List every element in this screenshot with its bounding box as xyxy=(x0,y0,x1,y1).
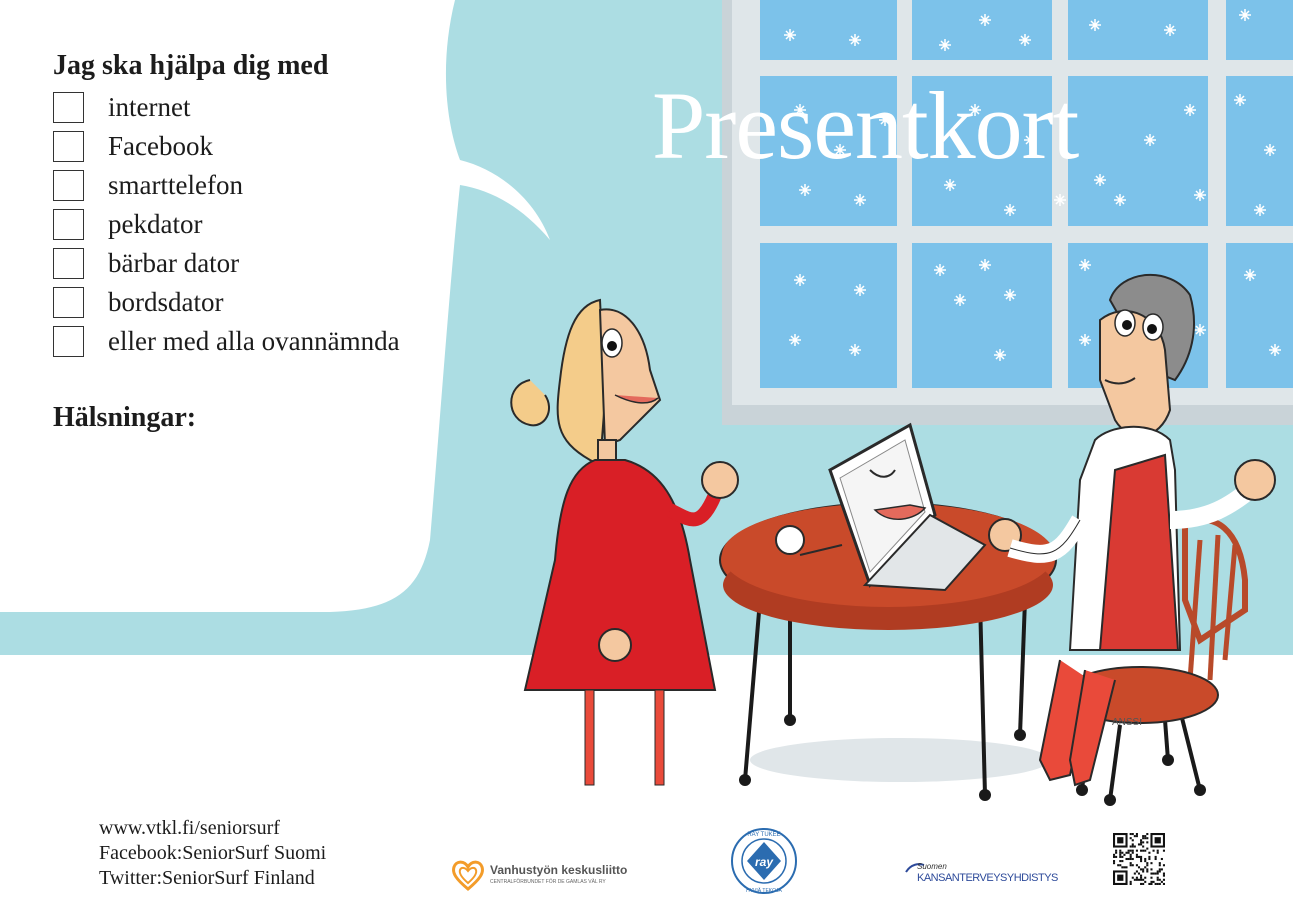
checkbox[interactable] xyxy=(53,209,84,240)
checkbox[interactable] xyxy=(53,131,84,162)
checkbox[interactable] xyxy=(53,170,84,201)
ray-top-text: RAY TUKEE xyxy=(747,832,781,838)
ray-logo xyxy=(729,826,799,896)
facebook-text: Facebook:SeniorSurf Suomi xyxy=(99,842,327,864)
ray-bottom-text: HYVIÄ TEKOJA xyxy=(746,888,782,894)
vtkl-name: Vanhustyön keskusliitto xyxy=(490,863,628,877)
twitter-text: Twitter:SeniorSurf Finland xyxy=(99,867,315,889)
option-tablet xyxy=(53,205,400,244)
option-label: bordsdator xyxy=(108,287,224,317)
option-all xyxy=(53,322,400,361)
option-internet xyxy=(53,88,400,127)
kansanterveys-logo xyxy=(905,862,1058,888)
checklist-heading: Jag ska hjälpa dig med xyxy=(53,50,329,81)
card-title: Presentkort xyxy=(652,72,1079,179)
ky-top-text: Suomen xyxy=(917,862,947,871)
ray-mark: ray xyxy=(754,855,774,869)
vtkl-subtitle: CENTRALFÖRBUNDET FÖR DE GAMLAS VÄL RY xyxy=(490,879,606,885)
option-label: bärbar dator xyxy=(108,248,240,278)
greetings-label: Hälsningar: xyxy=(53,402,197,433)
contact-info xyxy=(99,816,326,891)
option-smartphone xyxy=(53,166,400,205)
option-facebook xyxy=(53,127,400,166)
heart-icon xyxy=(450,857,486,893)
checkbox[interactable] xyxy=(53,248,84,279)
checkbox[interactable] xyxy=(53,287,84,318)
qr-code xyxy=(1113,833,1165,885)
artist-signature: ANSSI xyxy=(1112,717,1143,728)
option-label: pekdator xyxy=(108,209,203,239)
table-shadow xyxy=(750,738,1050,782)
option-laptop xyxy=(53,244,400,283)
vtkl-logo xyxy=(450,855,630,895)
help-options-checklist xyxy=(53,88,400,361)
option-desktop xyxy=(53,283,400,322)
website-link[interactable]: www.vtkl.fi/seniorsurf xyxy=(99,817,280,839)
window xyxy=(722,0,1293,425)
checkbox[interactable] xyxy=(53,326,84,357)
ky-name: KANSANTERVEYSYHDISTYS xyxy=(917,872,1058,884)
option-label: internet xyxy=(108,92,191,122)
option-label: Facebook xyxy=(108,131,213,161)
checkbox[interactable] xyxy=(53,92,84,123)
option-label: smarttelefon xyxy=(108,170,243,200)
option-label: eller med alla ovannämnda xyxy=(108,326,400,356)
